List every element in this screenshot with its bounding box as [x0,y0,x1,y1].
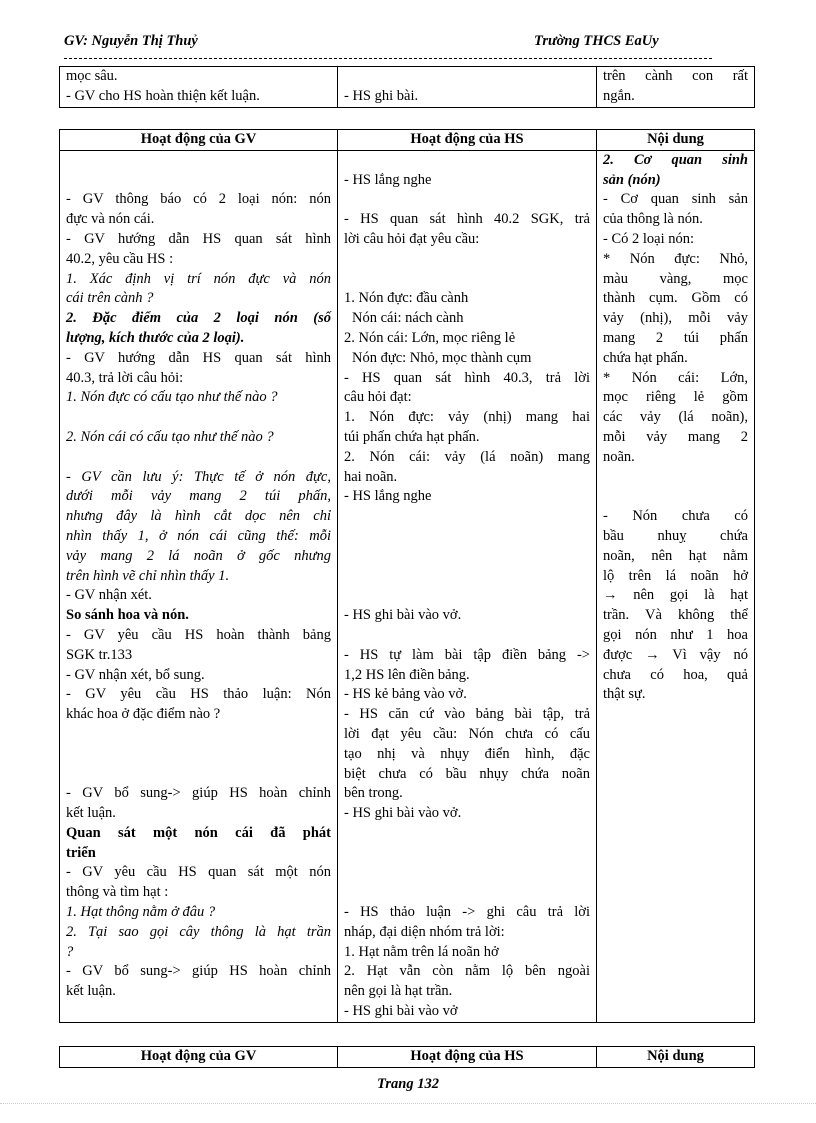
text-line: - HS lắng nghe [344,171,432,188]
text-line: nên gọi là hạt trần. [344,983,453,1000]
text-line: lộ trên lá noãn hở [603,567,748,584]
text-line: 40.3, trả lời câu hỏi: [66,369,184,386]
text-line: - GV nhận xét, bổ sung. [66,666,205,683]
text-line: thật sự. [603,686,646,703]
text-line: thông và tìm hạt : [66,884,169,901]
text-line: lời đạt yêu cầu: Nón chưa có cấu [344,725,590,742]
text-line: - GV yêu cầu HS thảo luận: Nón [66,686,331,703]
text-line: - HS tự làm bài tập điền bảng -> [344,646,590,663]
page-number: Trang 132 [377,1076,439,1092]
text-line: 2. Nón cái: vảy (lá noãn) mang [344,448,590,465]
text-line: 2. Tại sao gọi cây thông là hạt trần [66,923,331,940]
text-line: lượng, kích thước của 2 loại). [66,329,245,346]
text-line: - GV bổ sung-> giúp HS hoàn chỉnh [66,963,331,980]
text-line: - HS ghi bài vào vở [344,1003,458,1020]
text-line: Nón đực: Nhỏ, mọc thành cụm [352,349,532,366]
text-line: 1. Nón đực có cấu tạo như thế nào ? [66,389,278,406]
text-line: - GV cần lưu ý: Thực tế ở nón đực, [66,468,331,485]
text-line: nhìn thấy 1, ở nón cái cũng thế: mỗi [66,527,331,544]
text-line: - HS ghi bài vào vở. [344,805,462,822]
text-line: thành cụm. Gồm có [603,290,748,307]
text-line: 1. Nón đực: vảy (nhị) mang hai [344,409,590,426]
text-line: - GV bổ sung-> giúp HS hoàn chỉnh [66,785,331,802]
text-line: chứa hạt phấn. [603,349,688,366]
text-line: bên trong. [344,785,403,802]
text-line: nháp, đại diện nhóm trả lời: [344,923,505,940]
text-line: bầu nhuỵ chứa [603,527,748,544]
header-gv: Hoạt động của GV [60,1047,338,1068]
text-line: khác hoa ở đặc điểm nào ? [66,706,221,723]
text-line: 2. Hạt vẫn còn nằm lộ bên ngoài [344,963,590,980]
section-heading: sản (nón) [603,171,661,188]
text-line: - HS ghi bài. [344,87,419,104]
text-line: - HS lắng nghe [344,488,432,505]
text-line: chưa có hoa, quả [603,666,748,683]
text-line: các vảy (lá noãn), [603,409,748,426]
section-heading: 2. Cơ quan sinh [603,151,748,168]
text-line: dưới mỗi vảy mang 2 túi phấn, [66,488,331,505]
text-line: 1. Hạt nằm trên lá noãn hở [344,943,499,960]
text-line: - Nón chưa có [603,508,748,525]
text-line: 1,2 HS lên điền bảng. [344,666,470,683]
text-line: kết luận. [66,805,116,822]
gv-activity-cell [60,150,338,1022]
lesson-table-header [60,130,755,151]
text-line: - HS ghi bài vào vở. [344,607,462,624]
text-line: tạo nhị và nhụy điển hình, đặc [344,745,590,762]
text-line: nhưng đây là hình cắt dọc nên chỉ [66,508,331,525]
text-line: - HS quan sát hình 40.2 SGK, trả [344,211,590,228]
text-line: lời câu hỏi đạt yêu cầu: [344,230,480,247]
text-line: - HS căn cứ vào bảng bài tập, trả [344,706,590,723]
header-nd: Nội dung [597,1047,755,1068]
text-line: đực và nón cái. [66,211,155,228]
text-line: gọi nón như 1 hoa [603,626,748,643]
header-nd: Nội dung [597,130,755,151]
next-page-table-header [59,1046,755,1068]
text-line: mọc riêng lẻ gồm [603,389,748,406]
text-line: → nên gọi là hạt [603,587,748,604]
text-line: mang 2 túi phấn [603,329,748,346]
text-line: biệt chưa có bầu nhụy chứa noãn [344,765,590,782]
text-line: SGK tr.133 [66,646,133,663]
lesson-table [59,129,755,1023]
text-line: 1. Xác định vị trí nón đực và nón [66,270,331,287]
header-hs: Hoạt động của HS [338,1047,597,1068]
text-line: túi phấn chứa hạt phấn. [344,428,480,445]
text-line: - GV hướng dẫn HS quan sát hình [66,230,331,247]
text-line: - GV hướng dẫn HS quan sát hình [66,349,331,366]
text-line: 2. Đặc điểm của 2 loại nón (số [66,310,331,327]
text-line: - Cơ quan sinh sản [603,191,748,208]
text-line: Nón cái: nách cành [352,310,464,327]
text-line: - GV yêu cầu HS hoàn thành bảng [66,626,331,643]
header-gv: Hoạt động của GV [60,130,338,151]
text-line: noãn, nên hạt nằm [603,547,748,564]
continuation-hs-cell [338,67,597,108]
text-line: 40.2, yêu cầu HS : [66,250,174,267]
text-line: - HS kẻ bảng vào vở. [344,686,467,703]
teacher-name: GV: Nguyễn Thị Thuỷ [64,33,198,49]
text-line: - GV thông báo có 2 loại nón: nón [66,191,331,208]
content-cell [597,150,755,1022]
text-line: 1. Hạt thông nằm ở đâu ? [66,904,216,921]
text-line: ngắn. [603,87,635,104]
text-line: cái trên cành ? [66,290,154,307]
text-line: - GV cho HS hoàn thiện kết luận. [66,87,260,104]
text-line: - GV nhận xét. [66,587,152,604]
text-line: - HS quan sát hình 40.3, trả lời [344,369,590,386]
continuation-gv-cell [60,67,338,108]
header-hs: Hoạt động của HS [338,130,597,151]
text-line: 1. Nón đực: đầu cành [344,290,469,307]
text-line: mỗi vảy mang 2 [603,428,748,445]
lesson-table-body [60,150,755,1022]
text-line: trần. Và không thể [603,607,748,624]
section-heading: So sánh hoa và nón. [66,607,189,624]
text-line: - GV yêu cầu HS quan sát một nón [66,864,331,881]
footer-divider [0,1103,816,1104]
section-heading: Quan sát một nón cái đã phát [66,824,331,841]
continuation-nd-cell [597,67,755,108]
text-line: mọc sâu. [66,68,118,84]
text-line: vảy (nhị), mỗi vảy [603,310,748,327]
section-heading: triển [66,844,96,861]
school-name: Trường THCS EaUy [534,33,659,49]
text-line: hai noãn. [344,468,398,485]
text-line: * Nón đực: Nhỏ, [603,250,748,267]
text-line: * Nón cái: Lớn, [603,369,748,386]
text-line: của thông là nón. [603,211,703,228]
text-line: vảy mang 2 lá noãn ở gốc nhưng [66,547,331,564]
header-divider [64,58,712,59]
text-line: được → Vì vậy nó [603,646,748,663]
text-line: 2. Nón cái: Lớn, mọc riêng lẻ [344,329,516,346]
text-line: ? [66,943,74,960]
text-line: 2. Nón cái có cấu tạo như thế nào ? [66,428,274,445]
text-line: - Có 2 loại nón: [603,230,695,247]
continuation-table [59,66,755,108]
text-line: màu vàng, mọc [603,270,748,287]
text-line: trên cành con rất [603,68,748,84]
text-line: câu hỏi đạt: [344,389,412,406]
text-line: noãn. [603,448,635,465]
text-line: trên hình vẽ chỉ nhìn thấy 1. [66,567,230,584]
text-line: - HS thảo luận -> ghi câu trả lời [344,904,590,921]
text-line: kết luận. [66,983,116,1000]
hs-activity-cell [338,150,597,1022]
